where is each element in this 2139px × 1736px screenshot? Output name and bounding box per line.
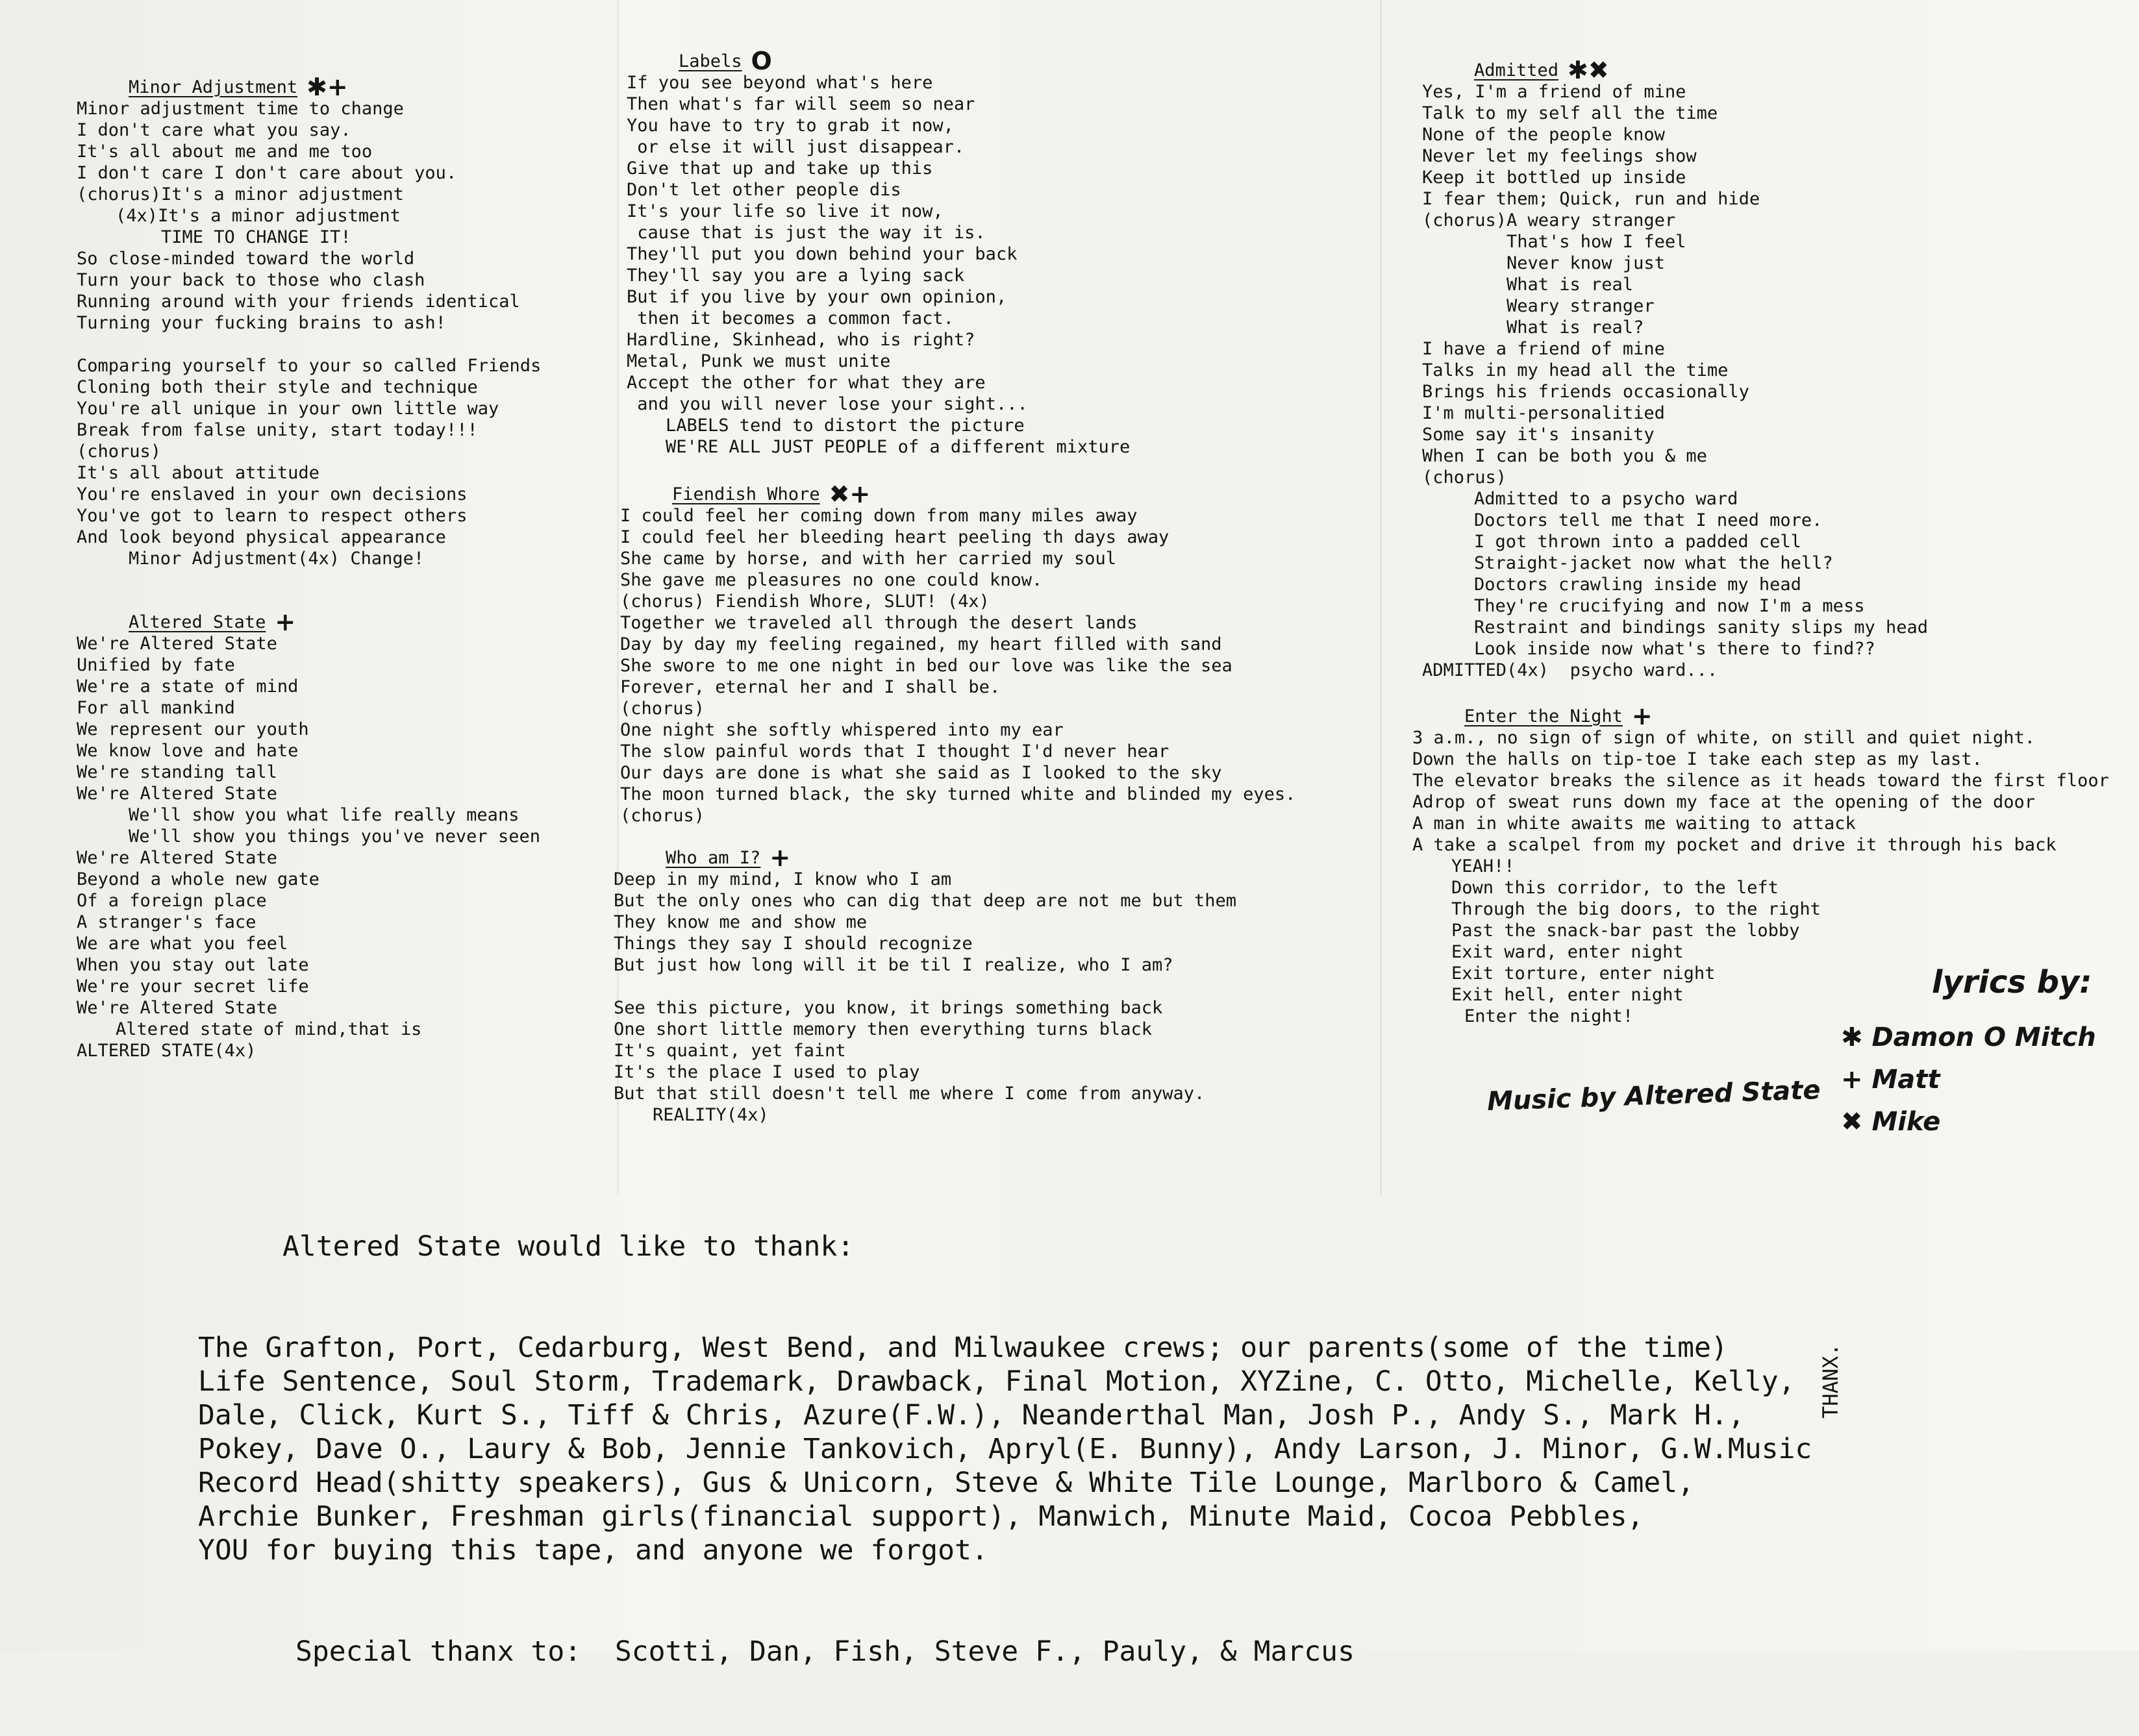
lyric-line: Don't let other people dis (627, 180, 901, 200)
song-title-row (1464, 702, 2109, 730)
lyric-line: They'll put you down behind your back (627, 244, 1018, 264)
lyric-line: I have a friend of mine (1422, 339, 1665, 359)
lyric-line: We're your secret life (77, 976, 309, 997)
lyric-line: Hardline, Skinhead, who is right? (627, 330, 975, 350)
lyric-line: We represent our youth (77, 719, 309, 739)
lyric-line: Deep in my mind, I know who I am (614, 869, 952, 889)
lyric-line: A take a scalpel from my pocket and drive it through his back (1412, 835, 2057, 855)
lyric-line: It's all about attitude (77, 463, 319, 483)
lyric-line: I don't care what you say. (77, 120, 351, 140)
song-altered-state (77, 608, 540, 1061)
lyric-line: You're enslaved in your own decisions (77, 484, 468, 504)
lyric-line: Break from false unity, start today!!! (77, 420, 478, 440)
song-title: Altered State (129, 612, 266, 632)
song-title-row (666, 843, 1236, 872)
lyric-line: cause that is just the way it is. (627, 223, 986, 243)
song-title: Admitted (1474, 60, 1559, 81)
lyric-line: A man in white awaits me waiting to attack (1412, 813, 1856, 834)
lyric-line: (chorus) (77, 441, 162, 462)
lyric-line: Exit hell, enter night (1451, 985, 1684, 1005)
lyric-line: Never let my feelings show (1422, 146, 1697, 166)
author-marks: + (769, 843, 791, 872)
lyric-line: and you will never lose your sight... (627, 394, 1028, 414)
thanks-line: The Grafton, Port, Cedarburg, West Bend, and Milwaukee crews; our parents(some of the time) (198, 1332, 1728, 1364)
song-labels (627, 47, 1131, 458)
song-minor-adjustment (77, 73, 542, 569)
thanks-section (198, 1162, 1812, 1736)
lyric-line: We'll show you things you've never seen (129, 826, 540, 847)
lyric-line: Restraint and bindings sanity slips my head (1474, 617, 1928, 638)
lyric-line: Down this corridor, to the left (1451, 878, 1779, 898)
lyric-line: But if you live by your own opinion, (627, 287, 1007, 307)
lyric-line: ADMITTED(4x) psycho ward... (1422, 660, 1718, 680)
lyric-line: You have to try to grab it now, (627, 116, 954, 136)
lyric-line: It's your life so live it now, (627, 201, 944, 221)
lyric-line: I fear them; Quick, run and hide (1422, 189, 1760, 209)
credits-heading: lyrics by: (1932, 964, 2092, 1000)
song-title-row (129, 608, 540, 636)
lyric-line: Turn your back to those who clash (77, 270, 425, 290)
lyric-line: Brings his friends occasionally (1422, 382, 1749, 402)
lyric-line: YEAH!! (1451, 856, 1515, 876)
lyric-line: When you stay out late (77, 955, 309, 975)
lyric-line: We're Altered State (77, 848, 277, 868)
lyric-line: I could feel her bleeding heart peeling th days away (620, 527, 1170, 547)
lyric-line: Look inside now what's there to find?? (1474, 639, 1875, 659)
lyric-line: It's quaint, yet faint (614, 1041, 846, 1061)
author-marks: ✱✖ (1568, 56, 1609, 84)
lyric-line: Then what's far will seem so near (627, 94, 975, 114)
song-title: Enter the Night (1464, 706, 1623, 726)
lyrics-credits (1841, 964, 2114, 1159)
lyric-line: Altered state of mind,that is (116, 1019, 422, 1039)
lyric-line: (chorus) (620, 806, 705, 826)
song-title: Labels (679, 51, 742, 71)
lyric-line: Accept the other for what they are (627, 373, 986, 393)
credit-damon: ✱ Damon (1841, 1023, 1975, 1052)
credit-mike: ✖ Mike (1841, 1107, 1941, 1137)
thanks-line: Dale, Click, Kurt S., Tiff & Chris, Azure(F.W.), Neanderthal Man, Josh P., Andy S., Mark H., (198, 1399, 1745, 1432)
lyric-line: ALTERED STATE(4x) (77, 1041, 256, 1061)
lyric-line (77, 334, 541, 355)
lyric-line: She came by horse, and with her carried my soul (620, 549, 1117, 569)
lyric-line: I could feel her coming down from many miles away (620, 506, 1138, 526)
lyric-line: LABELS tend to distort the picture (666, 415, 1025, 436)
thanks-line: Record Head(shitty speakers), Gus & Unicorn, Steve & White Tile Lounge, Marlboro & Camel, (198, 1467, 1695, 1499)
lyric-line: Doctors tell me that I need more. (1474, 510, 1823, 530)
lyric-line: Day by day my feeling regained, my heart filled with sand (620, 634, 1222, 654)
lyric-line: (chorus) (1422, 467, 1507, 488)
song-title: Fiendish Whore (672, 484, 820, 504)
lyric-line: Turning your fucking brains to ash! (77, 313, 446, 333)
lyric-line: then it becomes a common fact. (627, 308, 954, 329)
lyric-line: They'll say you are a lying sack (627, 266, 965, 286)
lyric-line: Keep it bottled up inside (1422, 167, 1686, 188)
lyric-line: She gave me pleasures no one could know. (620, 570, 1043, 590)
lyric-line: A stranger's face (77, 912, 256, 932)
lyric-line: See this picture, you know, it brings something back (614, 998, 1163, 1018)
lyric-line: 3 a.m., no sign of sign of white, on still and quiet night. (1412, 728, 2036, 748)
thanks-intro: Altered State would like to thank: (282, 1230, 855, 1263)
thanks-line: Pokey, Dave O., Laury & Bob, Jennie Tankovich, Apryl(E. Bunny), Andy Larson, J. Minor, G.W.Music (198, 1433, 1812, 1465)
credit-mitch: O Mitch (1984, 1023, 2096, 1052)
lyric-line: REALITY(4x) (653, 1105, 769, 1125)
lyric-line: The moon turned black, the sky turned white and blinded my eyes. (620, 784, 1296, 804)
lyric-line: or else it will just disappear. (627, 137, 965, 157)
lyric-line: Down the halls on tip-toe I take each step as my last. (1412, 749, 1983, 769)
author-marks: O (751, 47, 772, 75)
lyric-line: She swore to me one night in bed our love was like the sea (620, 656, 1232, 676)
lyric-line: One night she softly whispered into my ear (620, 720, 1064, 740)
lyric-line (614, 976, 1236, 997)
song-title-row (672, 480, 1295, 508)
lyric-line: Talks in my head all the time (1422, 360, 1729, 380)
lyric-line: Unified by fate (77, 655, 235, 675)
lyric-line: We're Altered State (77, 784, 277, 804)
lyric-line: Yes, I'm a friend of mine (1422, 82, 1686, 102)
lyric-line: Through the big doors, to the right (1451, 899, 1821, 919)
music-credit: Music by Altered State (1486, 1075, 1821, 1117)
lyric-line: The slow painful words that I thought I'd never hear (620, 741, 1170, 762)
lyric-line: But the only ones who can dig that deep are not me but them (614, 891, 1237, 911)
lyric-line: One short little memory then everything turns black (614, 1019, 1153, 1039)
song-title: Who am I? (666, 848, 761, 868)
author-marks: + (1631, 702, 1653, 730)
lyric-line: Enter the night! (1464, 1006, 1634, 1026)
lyric-line: It's the place I used to play (614, 1062, 920, 1082)
song-fiendish-whore (620, 480, 1296, 826)
lyric-line: When I can be both you & me (1422, 446, 1707, 466)
lyric-line: We'll show you what life really means (129, 805, 519, 825)
lyric-line: Talk to my self all the time (1422, 103, 1718, 123)
lyric-line: (chorus) Fiendish Whore, SLUT! (4x) (620, 591, 990, 612)
lyric-line: We're Altered State (77, 634, 277, 654)
lyric-line: We're a state of mind (77, 676, 299, 697)
fold-line (1380, 0, 1382, 1195)
lyric-line: (chorus) (620, 699, 705, 719)
special-thanks: Special thanx to: Scotti, Dan, Fish, Steve F., Pauly, & Marcus (295, 1635, 1355, 1668)
lyric-line: Comparing yourself to your so called Friends (77, 356, 542, 376)
lyric-line: I'm multi-personalitied (1422, 403, 1665, 423)
credit-matt: + Matt (1841, 1065, 1940, 1095)
lyric-line: We're standing tall (77, 762, 277, 782)
lyric-line: Things they say I should recognize (614, 934, 973, 954)
lyric-line: What is real? (1507, 317, 1644, 338)
song-title-row (129, 73, 541, 101)
thanks-line: Life Sentence, Soul Storm, Trademark, Drawback, Final Motion, XYZine, C. Otto, Michelle, Kelly, (198, 1365, 1795, 1398)
lyric-line: Running around with your friends identical (77, 291, 520, 312)
lyric-line: I got thrown into a padded cell (1474, 532, 1801, 552)
author-marks: + (275, 608, 296, 636)
lyric-line: None of the people know (1422, 125, 1665, 145)
lyric-line: Forever, eternal her and I shall be. (620, 677, 1001, 697)
thanks-line: YOU for buying this tape, and anyone we forgot. (198, 1534, 988, 1567)
lyric-line: Exit ward, enter night (1451, 942, 1684, 962)
lyric-line: You're all unique in your own little way (77, 399, 499, 419)
song-title-row (679, 47, 1130, 75)
lyric-line: Weary stranger (1507, 296, 1655, 316)
lyric-line: Minor adjustment time to change (77, 99, 404, 119)
song-title: Minor Adjustment (129, 77, 298, 97)
lyric-line: WE'RE ALL JUST PEOPLE of a different mixture (666, 437, 1131, 457)
lyric-line: Minor Adjustment(4x) Change! (129, 549, 425, 569)
thanks-line: Archie Bunker, Freshman girls(financial support), Manwich, Minute Maid, Cocoa Pebbles, (198, 1500, 1644, 1533)
side-label: THANX. (1818, 1343, 1843, 1419)
lyric-line: Doctors crawling inside my head (1474, 575, 1801, 595)
lyric-line: So close-minded toward the world (77, 249, 415, 269)
lyric-line: (4x)It's a minor adjustment (116, 206, 401, 226)
lyric-line: (chorus)A weary stranger (1422, 210, 1676, 230)
lyric-line: We're Altered State (77, 998, 277, 1018)
song-title-row (1474, 56, 1928, 84)
song-admitted (1422, 56, 1928, 681)
lyric-line: We know love and hate (77, 741, 299, 761)
lyric-line: I don't care I don't care about you. (77, 163, 457, 183)
lyric-line: Cloning both their style and technique (77, 377, 478, 397)
lyric-line: But just how long will it be til I realize, who I am? (614, 955, 1173, 975)
lyric-line: Straight-jacket now what the hell? (1474, 553, 1833, 573)
lyric-line: Of a foreign place (77, 891, 267, 911)
lyric-line: Past the snack-bar past the lobby (1451, 921, 1800, 941)
lyric-line: Metal, Punk we must unite (627, 351, 891, 371)
lyric-line: Together we traveled all through the desert lands (620, 613, 1138, 633)
lyric-line: You've got to learn to respect others (77, 506, 468, 526)
author-marks: ✱+ (306, 73, 348, 101)
lyric-line: Our days are done is what she said as I looked to the sky (620, 763, 1222, 783)
thanks-lines (198, 1331, 1812, 1567)
lyric-line: But that still doesn't tell me where I come from anyway. (614, 1084, 1205, 1104)
lyric-line: Exit torture, enter night (1451, 963, 1716, 984)
lyric-line: TIME TO CHANGE IT! (161, 227, 351, 247)
lyric-line: Never know just (1507, 253, 1665, 273)
lyric-line: Admitted to a psycho ward (1474, 489, 1738, 509)
lyric-line: And look beyond physical appearance (77, 527, 446, 547)
author-marks: ✖+ (829, 480, 871, 508)
song-who-am-i (614, 843, 1237, 1126)
lyric-line: That's how I feel (1507, 232, 1686, 252)
lyric-line: What is real (1507, 275, 1634, 295)
lyric-line: They know me and show me (614, 912, 868, 932)
lyric-line: Give that up and take up this (627, 158, 933, 179)
lyric-line: If you see beyond what's here (627, 73, 933, 93)
lyric-line: For all mankind (77, 698, 235, 718)
lyric-line: (chorus)It's a minor adjustment (77, 184, 404, 205)
lyric-line: We are what you feel (77, 934, 288, 954)
lyric-line: It's all about me and me too (77, 142, 373, 162)
lyric-line: Adrop of sweat runs down my face at the opening of the door (1412, 792, 2036, 812)
lyric-line: Some say it's insanity (1422, 425, 1655, 445)
lyric-line: The elevator breaks the silence as it heads toward the first floor (1412, 771, 2109, 791)
lyric-line: Beyond a whole new gate (77, 869, 319, 889)
lyric-line: They're crucifying and now I'm a mess (1474, 596, 1865, 616)
